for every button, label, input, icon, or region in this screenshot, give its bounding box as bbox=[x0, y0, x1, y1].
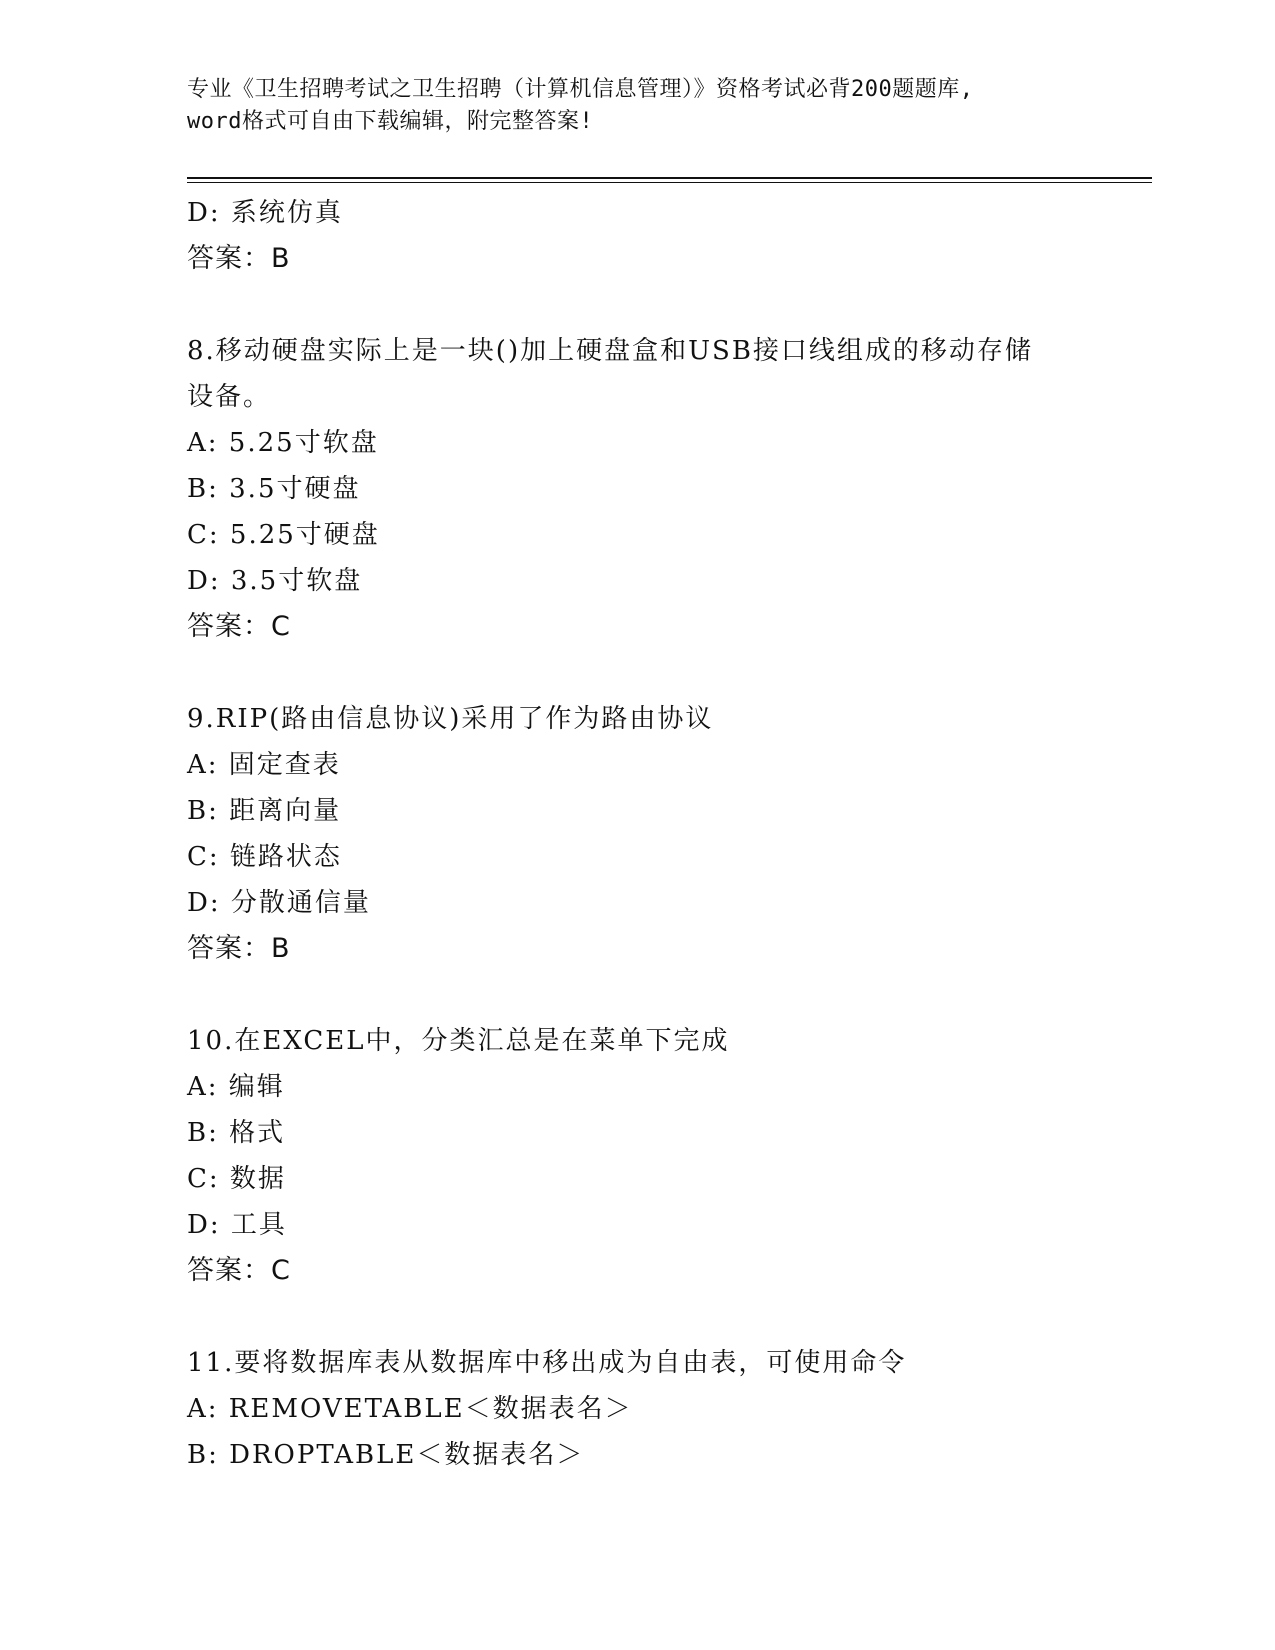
option-a: A: REMOVETABLE＜数据表名＞ bbox=[187, 1394, 633, 1424]
document-body bbox=[187, 190, 1087, 1478]
option-c: C: 链路状态 bbox=[187, 842, 342, 872]
prev-question-tail bbox=[187, 190, 1087, 282]
option-b: B: 3.5寸硬盘 bbox=[187, 474, 361, 504]
option-a: A: 5.25寸软盘 bbox=[187, 428, 379, 458]
option-d: D: 分散通信量 bbox=[187, 888, 371, 918]
option-b: B: 格式 bbox=[187, 1118, 286, 1148]
answer-line: 答案：B bbox=[187, 933, 291, 964]
option-a: A: 固定查表 bbox=[187, 750, 341, 780]
option-c: C: 数据 bbox=[187, 1164, 286, 1194]
option-b: B: DROPTABLE＜数据表名＞ bbox=[187, 1440, 585, 1470]
answer-line: 答案：C bbox=[187, 1255, 291, 1286]
header-rule-thin bbox=[187, 182, 1152, 183]
question-stem-continued: 设备。 bbox=[187, 382, 272, 412]
option-c: C: 5.25寸硬盘 bbox=[187, 520, 380, 550]
question-10 bbox=[187, 1018, 1087, 1294]
option-a: A: 编辑 bbox=[187, 1072, 285, 1102]
question-stem: 11.要将数据库表从数据库中移出成为自由表，可使用命令 bbox=[187, 1348, 907, 1378]
document-header bbox=[187, 74, 1087, 138]
question-11 bbox=[187, 1340, 1087, 1478]
header-title-line: 专业《卫生招聘考试之卫生招聘（计算机信息管理）》资格考试必背200题题库, bbox=[187, 77, 974, 102]
question-stem: 9.RIP(路由信息协议)采用了作为路由协议 bbox=[187, 704, 714, 734]
question-8 bbox=[187, 328, 1087, 650]
option-b: B: 距离向量 bbox=[187, 796, 342, 826]
question-stem: 10.在EXCEL中，分类汇总是在菜单下完成 bbox=[187, 1026, 730, 1056]
answer-line: 答案：B bbox=[187, 243, 291, 274]
question-stem: 8.移动硬盘实际上是一块()加上硬盘盒和USB接口线组成的移动存储 bbox=[187, 336, 1033, 366]
option-d: D: 工具 bbox=[187, 1210, 287, 1240]
answer-line: 答案：C bbox=[187, 611, 291, 642]
option-d: D: 系统仿真 bbox=[187, 198, 343, 228]
question-9 bbox=[187, 696, 1087, 972]
option-d: D: 3.5寸软盘 bbox=[187, 566, 363, 596]
header-rule-thick bbox=[187, 177, 1152, 179]
header-subtitle-line: word格式可自由下载编辑，附完整答案! bbox=[187, 109, 594, 134]
